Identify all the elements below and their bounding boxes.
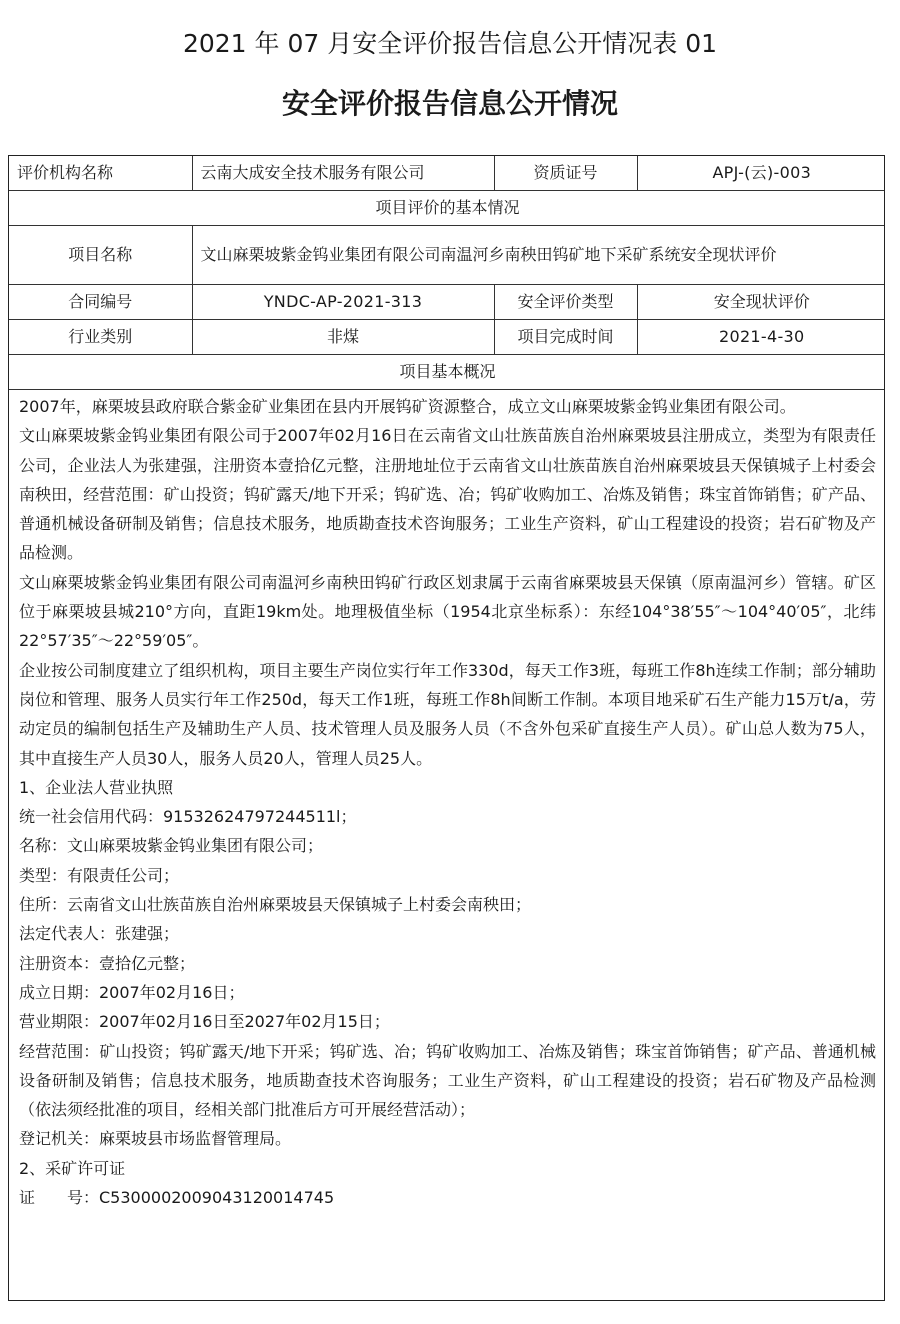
overview-paragraph: 文山麻栗坡紫金钨业集团有限公司于2007年02月16日在云南省文山壮族苗族自治州麻栗坡县注册成立，类型为有限责任公司，企业法人为张建强，注册资本壹拾亿元整，注册地址位于云南省文山壮族苗族自治州麻栗坡县天保镇城子上村委会南秧田，经营范围：矿山投资；钨矿露天/地下开采；钨矿选、冶；钨矿收购加工、冶炼及销售；珠宝首饰销售；矿产品、普通机械设备研制及销售；信息技术服务，地质勘查技术咨询服务；工业生产资料，矿山工程建设的投资；岩石矿物及产品检测。 (19, 426, 876, 563)
business-scope: 经营范围：矿山投资；钨矿露天/地下开采；钨矿选、冶；钨矿收购加工、冶炼及销售；珠宝首饰销售；矿产品、普通机械设备研制及销售；信息技术服务，地质勘查技术咨询服务；工业生产资料，矿山工程建设的投资；岩石矿物及产品检测（依法须经批准的项目，经相关部门批准后方可开展经营活动）； (19, 1041, 876, 1120)
industry-label: 行业类别 (9, 320, 192, 355)
company-name: 名称：文山麻栗坡紫金钨业集团有限公司； (19, 836, 324, 856)
overview-paragraph: 2007年，麻栗坡县政府联合紫金矿业集团在县内开展钨矿资源整合，成立文山麻栗坡紫金钨业集团有限公司。 (19, 397, 796, 416)
license-heading: 1、企业法人营业执照 (19, 777, 174, 797)
mining-permit-heading: 2、采矿许可证 (19, 1158, 126, 1178)
overview-paragraph: 企业按公司制度建立了组织机构，项目主要生产岗位实行年工作330d，每天工作3班，每班工作8h连续工作制；部分辅助岗位和管理、服务人员实行年工作250d，每天工作1班，每班工作8h间断工作制。本项目地采矿石生产能力15万t/a，劳动定员的编制包括生产及辅助生产人员、技术管理人员及服务人员（不含外包采矿直接生产人员）。矿山总人数为75人，其中直接生产人员30人，服务人员20人，管理人员25人。 (19, 660, 876, 768)
page-subtitle: 安全评价报告信息公开情况 (281, 87, 618, 120)
industry-value: 非煤 (192, 320, 494, 355)
business-term: 营业期限：2007年02月16日至2027年02月15日； (19, 1012, 390, 1032)
section-overview-header: 项目基本概况 (9, 355, 885, 390)
overview-body (9, 390, 884, 1212)
table-row (9, 226, 885, 285)
page-title: 2021 年 07 月安全评价报告信息公开情况表 01 (182, 29, 718, 58)
company-type: 类型：有限责任公司； (19, 865, 180, 885)
contract-value: YNDC-AP-2021-313 (192, 285, 494, 320)
contract-label: 合同编号 (9, 285, 192, 320)
info-table (9, 156, 885, 390)
info-sheet (8, 155, 885, 1301)
table-row (9, 320, 885, 355)
legal-representative: 法定代表人：张建强； (19, 924, 180, 944)
registration-authority: 登记机关：麻栗坡县市场监督管理局。 (19, 1129, 292, 1149)
credit-code: 统一社会信用代码：91532624797244511l； (19, 807, 357, 827)
finish-value: 2021-4-30 (637, 320, 885, 355)
table-row (9, 191, 885, 226)
company-address: 住所：云南省文山壮族苗族自治州麻栗坡县天保镇城子上村委会南秧田； (19, 895, 532, 915)
project-name-value: 文山麻栗坡紫金钨业集团有限公司南温河乡南秧田钨矿地下采矿系统安全现状评价 (192, 226, 885, 285)
table-row (9, 285, 885, 320)
table-row (9, 156, 885, 191)
cert-label: 资质证号 (494, 156, 637, 191)
overview-paragraph: 文山麻栗坡紫金钨业集团有限公司南温河乡南秧田钨矿行政区划隶属于云南省麻栗坡县天保镇（原南温河乡）管辖。矿区位于麻栗坡县城210°方向，直距19km处。地理极值坐标（1954北京坐标系）：东经104°38′55″～104°40′05″，北纬22°57′35″～22°59′05″。 (19, 572, 876, 651)
project-name-label: 项目名称 (9, 226, 192, 285)
eval-type-value: 安全现状评价 (637, 285, 885, 320)
mining-permit-number: 证 号：C5300002009043120014745 (19, 1188, 335, 1208)
established-date: 成立日期：2007年02月16日； (19, 982, 245, 1002)
eval-type-label: 安全评价类型 (494, 285, 637, 320)
table-row (9, 355, 885, 390)
section-basic-header: 项目评价的基本情况 (9, 191, 885, 226)
org-value: 云南大成安全技术服务有限公司 (192, 156, 494, 191)
registered-capital: 注册资本：壹拾亿元整； (19, 953, 196, 973)
cert-value: APJ-(云)-003 (637, 156, 885, 191)
org-label: 评价机构名称 (9, 156, 192, 191)
finish-label: 项目完成时间 (494, 320, 637, 355)
